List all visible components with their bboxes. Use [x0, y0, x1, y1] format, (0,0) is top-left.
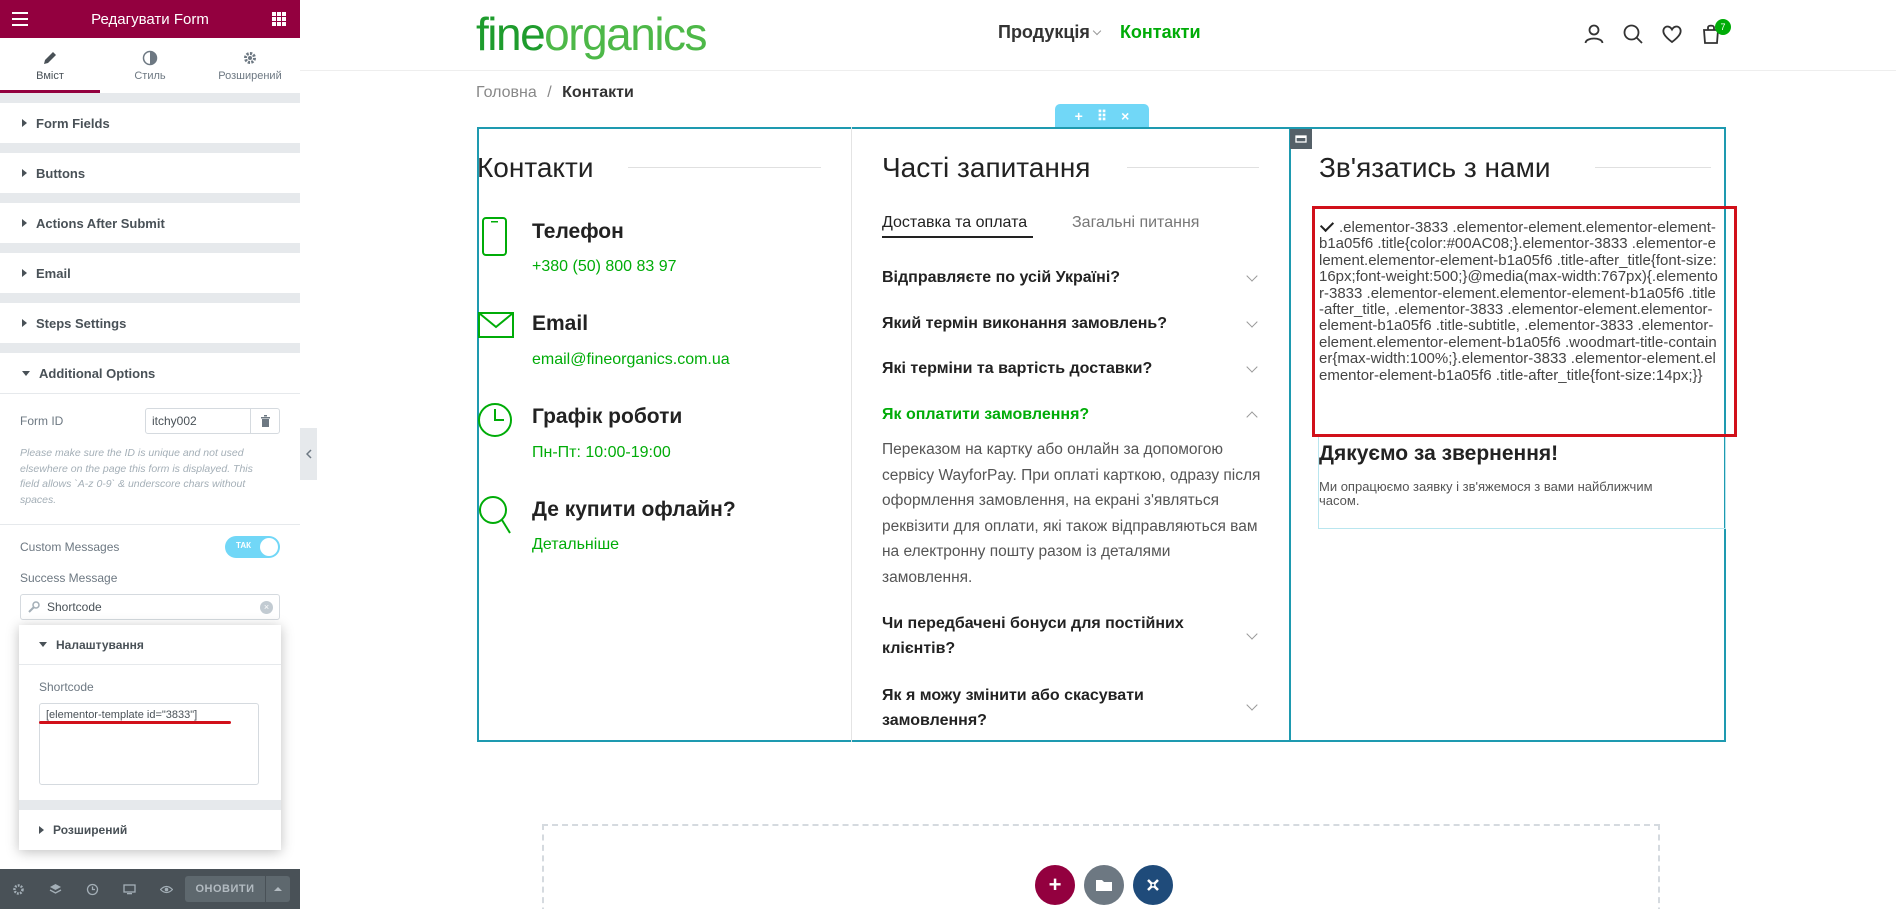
shortcode-label: Shortcode	[39, 680, 94, 694]
form-id-delete-button[interactable]	[250, 408, 280, 434]
contact-title-phone: Телефон	[532, 220, 624, 243]
tab-style[interactable]	[100, 38, 200, 93]
settings-button[interactable]	[0, 869, 37, 909]
form-id-input[interactable]: itchy002	[145, 408, 280, 434]
popup-settings-title: Налаштування	[56, 637, 144, 652]
tab-content[interactable]	[0, 38, 100, 93]
panel-tabs	[0, 38, 300, 93]
faq-question[interactable]: Відправляєте по усій Україні?	[882, 269, 1121, 286]
success-message-value: Shortcode	[47, 600, 102, 614]
heart-icon[interactable]	[1660, 22, 1684, 46]
tab-advanced[interactable]	[200, 38, 300, 93]
contact-value-phone[interactable]: +380 (50) 800 83 97	[532, 258, 677, 275]
responsive-icon	[123, 883, 136, 896]
section-label: Additional Options	[39, 365, 156, 381]
panel-footer	[0, 869, 300, 909]
custom-messages-label: Custom Messages	[20, 540, 120, 554]
close-icon[interactable]: ×	[1121, 108, 1130, 124]
caret-right-icon	[22, 119, 27, 127]
active-tab-underline	[882, 236, 1033, 238]
history-icon	[86, 883, 99, 896]
checkmark-icon	[1320, 218, 1334, 232]
popup-gap	[19, 800, 281, 810]
update-options-button[interactable]	[266, 876, 290, 902]
magnifier-icon	[478, 493, 514, 537]
contact-title-offline: Де купити офлайн?	[532, 498, 736, 521]
thanks-title: Дякуємо за звернення!	[1319, 442, 1559, 465]
faq-question[interactable]: Чи передбачені бонуси для постійних клієнтів?	[882, 615, 1184, 657]
layers-icon	[49, 883, 62, 896]
caret-down-icon	[39, 642, 47, 647]
wrench-icon	[28, 601, 40, 613]
column-edit-handle[interactable]	[1290, 129, 1312, 149]
section-label: Form Fields	[36, 115, 110, 131]
nav-products-label: Продукція	[998, 22, 1090, 42]
form-id-label: Form ID	[20, 414, 64, 428]
section-additional-options[interactable]	[0, 353, 300, 393]
addon-button[interactable]	[1133, 865, 1173, 905]
red-underline-annotation	[39, 721, 231, 724]
breadcrumb	[476, 84, 634, 102]
clear-icon[interactable]: ×	[260, 601, 273, 614]
breadcrumb-current: Контакти	[562, 84, 634, 101]
success-message-label: Success Message	[20, 571, 118, 585]
drag-handle-icon[interactable]: ⠿	[1096, 107, 1108, 124]
section-label: Buttons	[36, 165, 86, 181]
section-label: Actions After Submit	[36, 215, 165, 231]
section-form-fields[interactable]	[0, 103, 300, 143]
faq-tab-delivery[interactable]: Доставка та оплата	[882, 214, 1028, 231]
section-steps-settings[interactable]	[0, 303, 300, 343]
form-id-help-text: Please make sure the ID is unique and not used elsewhere on the page this form is displayed. This field allows `A-z 0-9` & underscore chars without spaces.	[20, 447, 253, 506]
navigator-button[interactable]	[37, 869, 74, 909]
caret-up-icon	[274, 886, 282, 892]
contrast-icon	[142, 50, 158, 66]
caret-right-icon	[22, 219, 27, 227]
caret-right-icon	[22, 319, 27, 327]
add-section-icon[interactable]: +	[1074, 108, 1083, 124]
contact-value-email[interactable]: email@fineorganics.com.ua	[532, 351, 730, 368]
caret-down-icon	[22, 371, 30, 376]
caret-right-icon	[39, 826, 44, 834]
history-button[interactable]	[74, 869, 111, 909]
section-label: Email	[36, 265, 71, 281]
nav-item-products[interactable]	[998, 22, 1100, 43]
toggle-text: ТАК	[236, 541, 252, 550]
nav-item-contacts[interactable]: Контакти	[1119, 22, 1201, 42]
divider	[0, 524, 300, 525]
phone-icon	[478, 215, 514, 259]
chevron-down-icon	[1093, 27, 1101, 35]
add-template-button[interactable]	[1084, 865, 1124, 905]
gear-icon	[12, 883, 25, 896]
panel-title: Редагувати Form	[91, 10, 209, 28]
success-message-field[interactable]	[20, 594, 280, 620]
css-output-text: .elementor-3833 .elementor-element.elementor-element-b1a05f6 .title{color:#00AC08;}.elementor-3833 .elementor-element.elementor-element-b1a05f6 .title-after_title{font-size:16px;font-weight:500;}@media(max-width:767px){.elementor-3833 .elementor-element.elementor-element-b1a05f6 .title-after_title, .elementor-3833 .elementor-element.elementor-element-b1a05f6 .title-subtitle, .elementor-3833 .elementor-element.elementor-element-b1a05f6 .woodmart-title-container{max-width:100%;}.elementor-3833 .elementor-element.elementor-element-b1a05f6 .title-after_title{font-size:14px;}}	[1319, 219, 1718, 384]
logo-part-fine: fine	[476, 8, 545, 60]
contacts-heading: Контакти	[477, 152, 594, 183]
section-email[interactable]	[0, 253, 300, 293]
eye-icon	[160, 883, 173, 896]
heading-line	[1595, 167, 1711, 168]
toggle-knob	[260, 538, 278, 556]
editor-panel	[0, 0, 300, 909]
contact-us-heading: Зв'язатись з нами	[1319, 152, 1551, 183]
tab-style-label: Стиль	[134, 69, 166, 82]
faq-question[interactable]: Які терміни та вартість доставки?	[882, 360, 1153, 377]
folder-icon	[1095, 878, 1113, 892]
cart-count-badge: 7	[1715, 19, 1731, 35]
tab-advanced-label: Розширений	[218, 69, 282, 82]
faq-question[interactable]: Як я можу змінити або скасувати замовлення?	[882, 687, 1144, 729]
dynamic-settings-popup	[19, 625, 281, 850]
custom-messages-toggle[interactable]	[225, 536, 280, 558]
heading-line	[1127, 167, 1259, 168]
widgets-grid-icon[interactable]	[272, 12, 286, 26]
faq-tab-general[interactable]: Загальні питання	[1072, 214, 1200, 231]
main-nav	[998, 22, 1201, 43]
thanks-text: Ми опрацюємо заявку і зв'яжемося з вами найближчим часом.	[1319, 479, 1653, 508]
envelope-icon	[478, 307, 514, 351]
faq-heading: Часті запитання	[882, 152, 1091, 183]
section-buttons[interactable]	[0, 153, 300, 193]
tab-content-label: Вміст	[36, 69, 64, 82]
update-button[interactable]: ОНОВИТИ	[185, 876, 265, 902]
contact-value-schedule: Пн-Пт: 10:00-19:00	[532, 444, 671, 461]
responsive-button[interactable]	[111, 869, 148, 909]
caret-right-icon	[22, 169, 27, 177]
chevron-left-icon	[306, 449, 312, 459]
panel-header	[0, 0, 300, 38]
popup-advanced-section[interactable]	[19, 810, 281, 850]
gear-icon	[242, 50, 258, 66]
faq-question-open[interactable]: Як оплатити замовлення?	[882, 406, 1090, 423]
heading-line	[628, 167, 821, 168]
raw-css-output	[1319, 220, 1719, 384]
selected-column-border	[1289, 127, 1291, 742]
site-logo[interactable]	[476, 8, 706, 60]
add-new-section-button[interactable]	[1035, 865, 1075, 905]
shortcode-textarea[interactable]: [elementor-template id="3833"]	[39, 703, 259, 785]
breadcrumb-home[interactable]: Головна	[476, 84, 537, 101]
hamburger-menu-icon[interactable]	[12, 12, 28, 26]
faq-answer: Переказом на картку або онлайн за допомогою сервісу WayforPay. При оплаті карткою, одразу після оформлення замовлення, на екрані з'являться реквізити для оплати, які також відправляються вам на електронну пошту разом із деталями замовлення.	[882, 441, 1261, 586]
contact-title-email: Email	[532, 312, 589, 335]
preview-button[interactable]	[148, 869, 185, 909]
contact-title-schedule: Графік роботи	[532, 405, 683, 428]
column-icon	[1295, 134, 1307, 144]
faq-question[interactable]: Який термін виконання замовлень?	[882, 315, 1168, 332]
popup-advanced-label: Розширений	[53, 823, 128, 837]
section-label: Steps Settings	[36, 315, 127, 331]
section-actions-after-submit[interactable]	[0, 203, 300, 243]
caret-right-icon	[22, 269, 27, 277]
logo-part-organics: organics	[544, 8, 707, 60]
search-icon[interactable]	[1621, 22, 1645, 46]
plus-icon: +	[1048, 872, 1062, 897]
panel-collapse-button[interactable]	[300, 428, 317, 480]
section-edit-handle	[1055, 104, 1149, 128]
pencil-icon	[42, 50, 58, 66]
header-divider	[300, 70, 1896, 71]
contact-value-offline-link[interactable]: Детальніше	[532, 536, 620, 553]
column-divider	[851, 127, 852, 742]
addon-icon	[1145, 877, 1161, 893]
user-icon[interactable]	[1582, 22, 1606, 46]
popup-settings-header[interactable]	[19, 625, 281, 665]
breadcrumb-separator: /	[547, 84, 552, 101]
clock-icon	[478, 400, 514, 444]
trash-icon	[260, 415, 271, 427]
